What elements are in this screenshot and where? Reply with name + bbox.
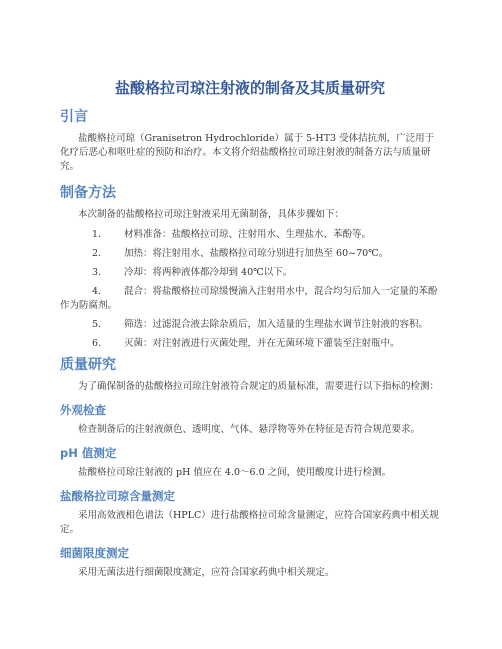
appearance-paragraph: 检查制备后的注射液颜色、透明度、气体、悬浮物等外在特征是否符合规范要求。 [78, 424, 421, 435]
step-text: 筛选：过滤混合液去除杂质后，加入适量的生理盐水调节注射液的容积。 [124, 319, 429, 330]
step-text: 混合：将盐酸格拉司琼缓慢滴入注射用水中，混合均匀后加入一定量的苯酚作为防腐剂。 [60, 286, 438, 311]
content-heading: 盐酸格拉司琼含量测定 [60, 489, 175, 503]
step-text: 加热：将注射用水、盐酸格拉司琼分别进行加热至 60~70℃。 [124, 248, 389, 259]
ph-paragraph: 盐酸格拉司琼注射液的 pH 值应在 4.0～6.0 之间，使用酸度计进行检测。 [78, 467, 392, 478]
list-item [60, 228, 440, 242]
list-item [60, 318, 440, 332]
quality-heading: 质量研究 [60, 357, 116, 373]
step-number: 6. [92, 338, 102, 349]
content-paragraph: 采用高效液相色谱法（HPLC）进行盐酸格拉司琼含量测定，应符合国家药典中相关规定。 [60, 510, 439, 535]
ph-heading: pH 值测定 [60, 446, 117, 460]
list-item [60, 266, 440, 280]
prep-heading: 制备方法 [60, 185, 116, 201]
prep-lead: 本次制备的盐酸格拉司琼注射液采用无菌制备，具体步骤如下： [78, 209, 345, 220]
step-number: 4. [92, 286, 102, 297]
list-item [60, 337, 440, 351]
prep-steps-list [60, 228, 440, 351]
bacteria-paragraph: 采用无菌法进行细菌限度测定，应符合国家药典中相关规定。 [78, 567, 335, 578]
step-text: 灭菌：对注射液进行灭菌处理，并在无菌环境下灌装至注射瓶中。 [124, 338, 400, 349]
quality-lead: 为了确保制备的盐酸格拉司琼注射液符合规定的质量标准，需要进行以下指标的检测： [78, 381, 440, 392]
step-text: 材料准备：盐酸格拉司琼、注射用水、生理盐水、苯酚等。 [124, 229, 372, 240]
intro-paragraph: 盐酸格拉司琼（Granisetron Hydrochloride）属于 5-HT3 受体拮抗剂，广泛用于化疗后恶心和呕吐症的预防和治疗。本文将介绍盐酸格拉司琼注射液的制备方法与质量研究。 [60, 133, 435, 172]
intro-heading: 引言 [60, 109, 88, 125]
step-number: 2. [92, 248, 102, 259]
list-item [60, 247, 440, 261]
step-number: 5. [92, 319, 102, 330]
document-title: 盐酸格拉司琼注射液的制备及其质量研究 [114, 79, 385, 97]
step-number: 1. [92, 229, 102, 240]
step-number: 3. [92, 267, 102, 278]
appearance-heading: 外观检查 [60, 403, 106, 417]
step-text: 冷却：将两种液体都冷却到 40℃以下。 [124, 267, 293, 278]
bacteria-heading: 细菌限度测定 [60, 546, 129, 560]
list-item [60, 285, 440, 313]
